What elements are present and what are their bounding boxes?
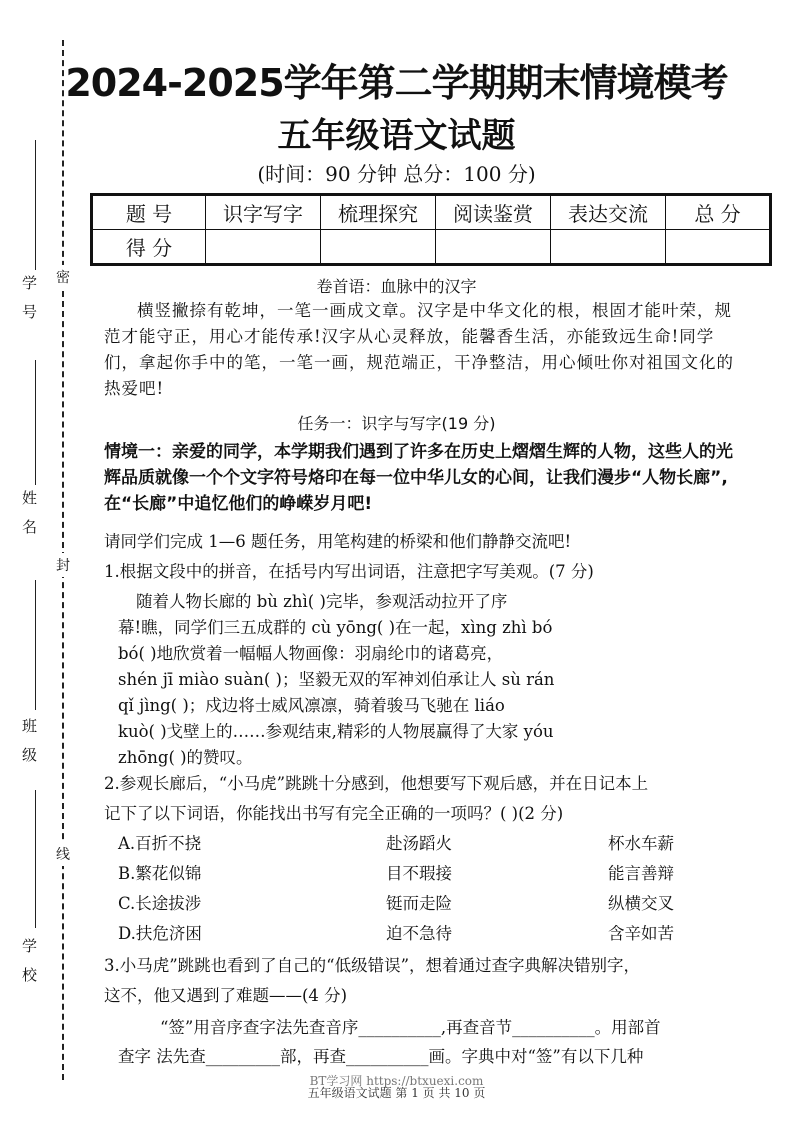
school-blank xyxy=(35,790,36,928)
q1-line: 幕!瞧，同学们三五成群的 cù yōng( )在一起，xìng zhì bó xyxy=(118,618,553,637)
task1-instruction: 请同学们完成 1—6 题任务，用笔构建的桥梁和他们静静交流吧! xyxy=(104,532,572,551)
score-header-cell: 题 号 xyxy=(92,195,206,230)
q1-line: qǐ jìng( )；戍边将士威风凛凛，骑着骏马飞驰在 liáo xyxy=(118,696,505,715)
score-cell[interactable] xyxy=(436,230,551,265)
q2-option-word: 能言善辩 xyxy=(608,864,674,883)
intro-heading: 卷首语：血脉中的汉字 xyxy=(316,277,477,296)
score-header-cell: 总 分 xyxy=(666,195,771,230)
q1-line: zhōng( )的赞叹。 xyxy=(118,748,253,767)
exam-title: 2024-2025学年第二学期期末情境模考 xyxy=(65,61,728,105)
q2-option-word: 含辛如苦 xyxy=(608,924,674,943)
class-blank xyxy=(35,580,36,710)
q3-stem: 3.小马虎”跳跳也看到了自己的“低级错误”，想着通过查字典解决错别字， xyxy=(104,956,641,975)
q1-line: 随着人物长廊的 bù zhì( )完毕，参观活动拉开了序 xyxy=(136,592,508,611)
q2-option-word: 赴汤蹈火 xyxy=(386,834,452,853)
q1-stem: 1.根据文段中的拼音，在括号内写出词语，注意把字写美观。(7 分) xyxy=(104,562,594,581)
q1-line: kuò( )戈壁上的……参观结束,精彩的人物展赢得了大家 yóu xyxy=(118,722,554,741)
name-label: 姓名 xyxy=(20,490,38,548)
score-cell[interactable] xyxy=(206,230,321,265)
q2-option-word: 目不瑕接 xyxy=(386,864,452,883)
q2-option-a: A.百折不挠 xyxy=(118,834,202,853)
q2-option-b: B.繁花似锦 xyxy=(118,864,202,883)
q2-option-d: D.扶危济困 xyxy=(118,924,202,943)
score-cell[interactable] xyxy=(321,230,436,265)
exam-meta: (时间：90 分钟 总分：100 分) xyxy=(257,162,536,186)
q3-stem-cont: 这不，他又遇到了难题——(4 分) xyxy=(104,986,348,1005)
q1-line: bó( )地欣赏着一幅幅人物画像：羽扇纶巾的诸葛亮， xyxy=(118,644,504,663)
seal-mark-xian: 线 xyxy=(56,842,70,866)
q2-option-word: 杯水车薪 xyxy=(608,834,674,853)
score-header-cell: 阅读鉴赏 xyxy=(436,195,551,230)
score-cell[interactable] xyxy=(666,230,771,265)
class-label: 班级 xyxy=(20,718,38,776)
seal-mark-mi: 密 xyxy=(56,265,70,289)
q2-option-word: 迫不急待 xyxy=(386,924,452,943)
score-cell[interactable] xyxy=(551,230,666,265)
score-header-cell: 梳理探究 xyxy=(321,195,436,230)
intro-text: 横竖撇捺有乾坤，一笔一画成文章。汉字是中华文化的根，根固才能叶荣，规范才能守正，用心才能传承!汉字从心灵释放，能馨香生活，亦能致远生命!同学们，拿起你手中的笔，一笔一画，规范端正，干净整洁，用心倾吐你对祖国文化的热爱吧! xyxy=(104,301,734,398)
page-footer: 五年级语文试题 第 1 页 共 10 页 xyxy=(307,1086,486,1100)
q2-stem: 2.参观长廊后，“小马虎”跳跳十分感到，他想要写下观后感，并在日记本上 xyxy=(104,774,649,793)
score-header-cell: 表达交流 xyxy=(551,195,666,230)
q1-line: shén jī miào suàn( )；坚毅无双的军神刘伯承让人 sù rán xyxy=(118,670,555,689)
seal-mark-feng: 封 xyxy=(56,553,70,577)
q3-line: 查字 法先查_________部，再查__________画。字典中对“签”有以下几种 xyxy=(118,1047,644,1066)
q2-option-word: 铤而走险 xyxy=(386,894,452,913)
score-table-score-row xyxy=(92,230,771,265)
score-table xyxy=(90,193,772,266)
score-header-cell: 识字写字 xyxy=(206,195,321,230)
student-id-label: 学号 xyxy=(20,275,38,333)
task1-heading: 任务一：识字与写字(19 分) xyxy=(297,414,496,433)
watermark: BT学习网 https://btxuexi.com xyxy=(309,1074,484,1088)
exam-subtitle: 五年级语文试题 xyxy=(277,116,516,156)
q3-line: “签”用音序查字法先查音序__________,再查音节__________。用部首 xyxy=(160,1018,661,1037)
score-table-header-row xyxy=(92,195,771,230)
task1-situation: 情境一：亲爱的同学，本学期我们遇到了许多在历史上熠熠生辉的人物，这些人的光辉品质就像一个个文字符号烙印在每一位中华儿女的心间，让我们漫步“人物长廊”,在“长廊”中追忆他们的峥嵘岁月吧! xyxy=(104,442,733,514)
q2-option-c: C.长途拔涉 xyxy=(118,894,202,913)
school-label: 学校 xyxy=(20,938,38,996)
q2-option-word: 纵横交叉 xyxy=(608,894,674,913)
q2-stem-cont: 记下了以下词语，你能找出书写有完全正确的一项吗？( )(2 分) xyxy=(104,804,564,823)
score-row-label: 得 分 xyxy=(92,230,206,265)
